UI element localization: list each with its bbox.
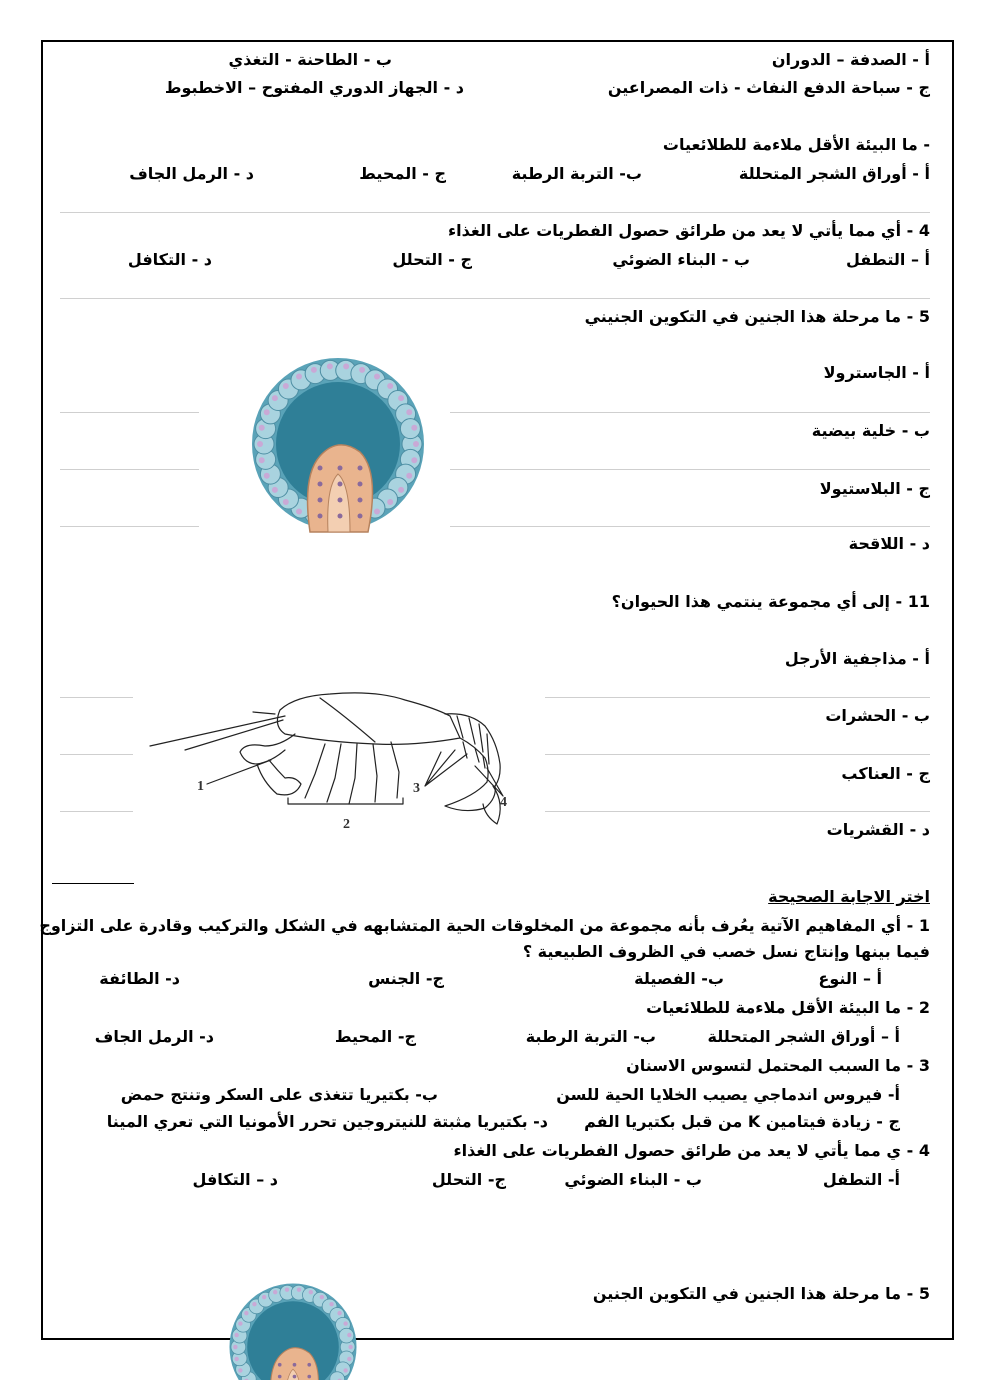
cell-nucleus	[252, 1302, 256, 1306]
cell-nucleus	[318, 498, 323, 503]
label-line-4	[475, 766, 503, 796]
cell-nucleus	[283, 499, 289, 505]
q0-option-c[interactable]: ج - سباحة الدفع النفاث - ذات المصراعين	[607, 78, 930, 97]
q0-option-d[interactable]: د - الجهاز الدوري المفتوح – الاخطبوط	[164, 78, 464, 97]
q11-option-a[interactable]: أ - مذاجفية الأرجل	[784, 649, 930, 668]
q5-top-option-a[interactable]: أ - الجاسترولا	[823, 363, 930, 382]
cell-nucleus	[358, 514, 363, 519]
s2-q3-option-b[interactable]: ب- بكتيريا تتغذى على السكر وتنتج حمض	[120, 1085, 438, 1104]
page-frame-bottom	[41, 1338, 952, 1340]
answer-line	[450, 526, 930, 527]
crayfish-label-4: 4	[500, 795, 507, 810]
answer-line	[450, 469, 930, 470]
cell-nucleus	[347, 1333, 351, 1337]
s2-q5-question: 5 - ما مرحلة هذا الجنين في التكوين الجنين	[592, 1284, 930, 1303]
cell-nucleus	[327, 363, 333, 369]
s2-q3-option-a[interactable]: أ- فيروس اندماجي يصيب الخلايا الحية للسن	[556, 1085, 900, 1104]
q-env-top-option-d[interactable]: د - الرمل الجاف	[129, 164, 254, 183]
walking-leg	[373, 744, 377, 802]
q4-top-option-d[interactable]: د - التكافل	[127, 250, 212, 269]
ectoderm-cell	[400, 419, 420, 439]
s2-q1-option-d[interactable]: د- الطائفة	[99, 969, 180, 988]
cell-nucleus	[398, 395, 404, 401]
s2-q4-option-c[interactable]: ج- التحلل	[431, 1170, 506, 1189]
q5-top-question: 5 - ما مرحلة هذا الجنين في التكوين الجنيني	[584, 307, 930, 326]
cell-nucleus	[411, 425, 417, 431]
q4-top-option-c[interactable]: ج - التحلل	[392, 250, 472, 269]
cell-nucleus	[358, 498, 363, 503]
cell-nucleus	[318, 482, 323, 487]
ectoderm-cell	[339, 1328, 354, 1343]
cell-nucleus	[285, 1287, 289, 1291]
s2-q2-question: 2 - ما البيئة الأقل ملاءمة للطلائعيات	[646, 998, 930, 1017]
cell-nucleus	[387, 383, 393, 389]
cell-nucleus	[338, 514, 343, 519]
cell-nucleus	[233, 1345, 237, 1349]
s2-q4-option-b[interactable]: ب - البناء الضوئي	[564, 1170, 702, 1189]
cell-nucleus	[311, 367, 317, 373]
cell-nucleus	[374, 373, 380, 379]
q-env-top-option-b[interactable]: ب- التربة الرطبة	[511, 164, 642, 183]
cell-nucleus	[278, 1375, 282, 1379]
cell-nucleus	[374, 509, 380, 515]
walking-leg	[391, 742, 399, 798]
cell-nucleus	[283, 383, 289, 389]
cell-nucleus	[272, 487, 278, 493]
cell-nucleus	[320, 1295, 324, 1299]
q11-question: 11 - إلى أي مجموعة ينتمي هذا الحيوان؟	[611, 592, 930, 611]
label-bracket-2	[288, 798, 403, 804]
cell-nucleus	[296, 509, 302, 515]
cell-nucleus	[259, 457, 265, 463]
crayfish-label-1: 1	[197, 779, 204, 794]
q4-top-question: 4 - أي مما يأتي لا يعد من طرائق حصول الفطريات على الغذاء	[448, 221, 930, 240]
answer-line	[545, 754, 930, 755]
answer-line	[60, 697, 133, 698]
label-line-1	[207, 760, 271, 784]
label-line-3	[425, 750, 467, 786]
cell-nucleus	[347, 1357, 351, 1361]
q4-top-option-b[interactable]: ب - البناء الضوئي	[612, 250, 750, 269]
cell-nucleus	[329, 1302, 333, 1306]
cell-nucleus	[337, 1311, 341, 1315]
s2-q3-option-d[interactable]: د- بكتيريا مثبتة للنيتروجين تحرر الأمونيا التي تعري المينا	[106, 1112, 548, 1131]
cell-nucleus	[273, 1290, 277, 1294]
cell-nucleus	[264, 409, 270, 415]
walking-leg	[305, 744, 325, 798]
cell-nucleus	[343, 1321, 347, 1325]
q-env-top-option-c[interactable]: ج - المحيط	[359, 164, 446, 183]
s2-q2-option-d[interactable]: د- الرمل الجاف	[94, 1027, 214, 1046]
cell-nucleus	[244, 1311, 248, 1315]
cell-nucleus	[238, 1368, 242, 1372]
s2-q3-question: 3 - ما السبب المحتمل لتسوس الاسنان	[626, 1056, 930, 1075]
walking-leg	[349, 744, 357, 804]
cell-nucleus	[348, 1345, 352, 1349]
crayfish-label-3: 3	[413, 781, 420, 796]
cell-nucleus	[234, 1333, 238, 1337]
cell-nucleus	[411, 457, 417, 463]
cervical-groove	[320, 698, 375, 742]
cell-nucleus	[297, 1287, 301, 1291]
s2-q3-option-c[interactable]: ج - زيادة فيتامين K من قبل بكتيريا الفم	[584, 1112, 900, 1131]
cell-nucleus	[309, 1290, 313, 1294]
tail-fan	[483, 786, 500, 824]
cell-nucleus	[307, 1375, 311, 1379]
q0-option-a[interactable]: أ - الصدفة – الدوران	[771, 50, 930, 69]
answer-line	[60, 526, 199, 527]
cell-nucleus	[338, 482, 343, 487]
divider	[60, 212, 930, 213]
q11-option-c[interactable]: ج - العناكب	[841, 764, 930, 783]
s2-q4-option-d[interactable]: د – التكافل	[192, 1170, 278, 1189]
claw-pincer	[257, 760, 301, 795]
cell-nucleus	[358, 466, 363, 471]
s2-q1-line1: 1 - أي المفاهيم الآتية يعُرف بأنه مجموعة من المخلوقات الحية المتشابهه في الشكل والتركيب وقادرة على التزاوج	[39, 916, 930, 935]
cell-nucleus	[262, 1295, 266, 1299]
answer-line	[60, 811, 133, 812]
crayfish-label-2: 2	[343, 817, 350, 832]
q-env-top-option-a[interactable]: أ - أوراق الشجر المتحللة	[738, 164, 930, 183]
tail-fan	[445, 782, 495, 811]
divider	[60, 298, 930, 299]
s2-q4-option-a[interactable]: أ- التطفل	[822, 1170, 900, 1189]
q4-top-option-a[interactable]: أ – التطفل	[845, 250, 930, 269]
section-heading: اختر الاجابة الصحيحة	[768, 887, 930, 906]
cell-nucleus	[343, 1368, 347, 1372]
claw-arm	[240, 734, 295, 764]
cell-nucleus	[238, 1321, 242, 1325]
q0-option-b[interactable]: ب - الطاحنة - التغذي	[228, 50, 392, 69]
answer-line	[60, 754, 133, 755]
crayfish-illustration	[145, 686, 525, 836]
q-env-top-question: - ما البيئة الأقل ملاءمة للطلائعيات	[662, 135, 930, 154]
cell-nucleus	[406, 409, 412, 415]
q5-top-option-b[interactable]: ب - خلية بيضية	[811, 421, 930, 440]
cell-nucleus	[358, 482, 363, 487]
cell-nucleus	[293, 1375, 297, 1379]
cell-nucleus	[343, 363, 349, 369]
gastrula-embryo-illustration-bottom	[228, 1282, 358, 1380]
cell-nucleus	[272, 395, 278, 401]
cell-nucleus	[234, 1357, 238, 1361]
gastrula-bottom-clip	[228, 1282, 358, 1380]
cell-nucleus	[296, 373, 302, 379]
cell-nucleus	[293, 1363, 297, 1367]
cell-nucleus	[413, 441, 419, 447]
decorative-line	[52, 883, 134, 884]
cell-nucleus	[259, 425, 265, 431]
answer-line	[545, 811, 930, 812]
answer-line	[450, 412, 930, 413]
cell-nucleus	[307, 1363, 311, 1367]
cell-nucleus	[359, 367, 365, 373]
cell-nucleus	[278, 1363, 282, 1367]
s2-q1-option-a[interactable]: أ – النوع	[818, 969, 882, 988]
cell-nucleus	[264, 473, 270, 479]
antennule	[253, 712, 275, 714]
s2-q1-line2: فيما بينها وإنتاج نسل خصب في الظروف الطبيعية ؟	[522, 942, 930, 961]
s2-q2-option-a[interactable]: أ – أوراق الشجر المتحللة	[707, 1027, 900, 1046]
answer-line	[60, 469, 199, 470]
s2-q1-option-c[interactable]: ج- الجنس	[368, 969, 444, 988]
answer-line	[60, 412, 199, 413]
cell-nucleus	[338, 466, 343, 471]
cell-nucleus	[387, 499, 393, 505]
cell-nucleus	[257, 441, 263, 447]
s2-q2-option-c[interactable]: ج- المحيط	[334, 1027, 416, 1046]
cell-nucleus	[406, 473, 412, 479]
gastrula-embryo-illustration	[250, 356, 426, 532]
cell-nucleus	[318, 466, 323, 471]
s2-q4-question: 4 - ي مما يأتي لا يعد من طرائق حصول الفطريات على الغذاء	[453, 1141, 930, 1160]
q11-option-d[interactable]: د - القشريات	[826, 820, 930, 839]
antenna	[150, 716, 285, 746]
q11-option-b[interactable]: ب - الحشرات	[825, 706, 930, 725]
s2-q1-option-b[interactable]: ب- الفصيلة	[634, 969, 724, 988]
walking-leg	[327, 744, 341, 802]
cell-nucleus	[338, 498, 343, 503]
s2-q2-option-b[interactable]: ب- التربة الرطبة	[525, 1027, 656, 1046]
q5-top-option-c[interactable]: ج - البلاستيولا	[819, 479, 930, 498]
q5-top-option-d[interactable]: د - اللاقحة	[848, 534, 930, 553]
answer-line	[545, 697, 930, 698]
cell-nucleus	[318, 514, 323, 519]
cell-nucleus	[398, 487, 404, 493]
